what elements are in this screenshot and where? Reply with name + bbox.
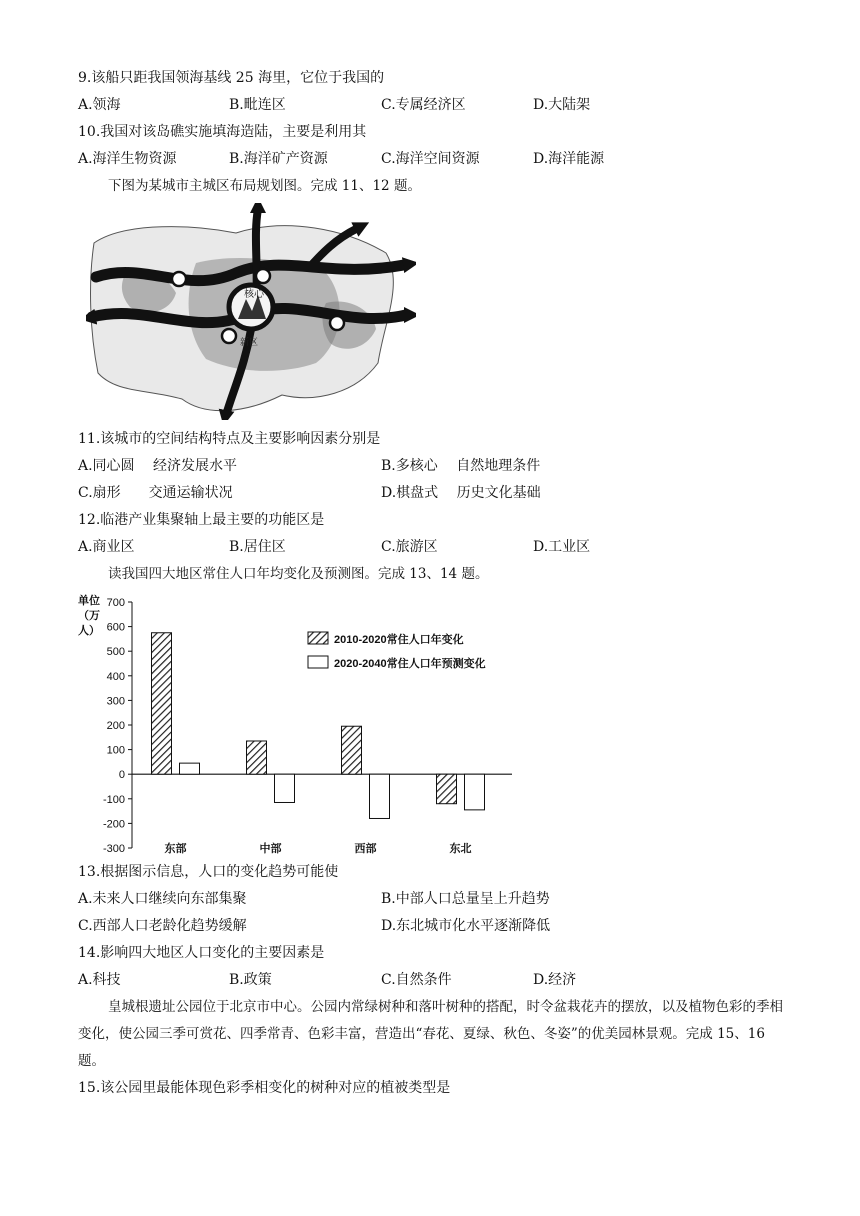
sub-center-south [222, 329, 236, 343]
x-category-label: 东北 [449, 843, 472, 855]
passage-q15-16: 皇城根遗址公园位于北京市中心。公园内常绿树种和落叶树种的搭配，时令盆栽花卉的摆放，以及植物色彩的季相变化，使公园三季可赏花、四季常青、色彩丰富，营造出“春花、夏绿、秋色、冬姿”的优美园林景观。完成 15、16 题。 [78, 999, 783, 1069]
y-axis-label-line: 单位 [78, 595, 100, 607]
q14-option-b[interactable]: B.政策 [229, 972, 272, 988]
q10-option-b[interactable]: B.海洋矿产资源 [229, 151, 328, 167]
intro-q13-14: 读我国四大地区常住人口年均变化及预测图。完成 13、14 题。 [108, 566, 489, 582]
population-change-chart [72, 590, 522, 860]
intro-q11-12: 下图为某城市主城区布局规划图。完成 11、12 题。 [108, 178, 421, 194]
bar-2010-2020 [152, 633, 172, 774]
q11-options-row2 [78, 483, 778, 503]
x-axis-categories [165, 841, 472, 855]
q13-stem: 13.根据图示信息，人口的变化趋势可能使 [78, 864, 339, 880]
q11-stem: 11.该城市的空间结构特点及主要影响因素分别是 [78, 431, 381, 447]
q13-option-b[interactable]: B.中部人口总量呈上升趋势 [381, 891, 550, 907]
y-tick-label: 0 [118, 769, 125, 782]
q12-option-d[interactable]: D.工业区 [533, 539, 591, 555]
q14-option-c[interactable]: C.自然条件 [381, 972, 452, 988]
q14-stem: 14.影响四大地区人口变化的主要因素是 [78, 945, 325, 961]
y-axis-label [78, 593, 100, 637]
y-tick-label: 100 [106, 744, 125, 757]
y-tick-label: -200 [102, 818, 125, 831]
sub-center-north [256, 269, 270, 283]
bar-2020-2040 [180, 763, 200, 774]
q10-stem: 10.我国对该岛礁实施填海造陆，主要是利用其 [78, 124, 367, 140]
q9-option-d[interactable]: D.大陆架 [533, 97, 591, 113]
q14-option-a[interactable]: A.科技 [78, 972, 121, 988]
y-tick-label: 500 [106, 646, 125, 659]
district-label: 新区 [240, 337, 259, 347]
q13-option-c[interactable]: C.西部人口老龄化趋势缓解 [78, 918, 247, 934]
q12-option-c[interactable]: C.旅游区 [381, 539, 438, 555]
q9-stem: 9.该船只距我国领海基线 25 海里，它位于我国的 [78, 70, 385, 86]
q11-option-b[interactable]: B.多核心 自然地理条件 [381, 458, 541, 474]
q11-option-d[interactable]: D.棋盘式 历史文化基础 [381, 485, 541, 501]
bar-2020-2040 [465, 774, 485, 810]
y-axis-label-line: （万 [78, 610, 100, 622]
q12-stem: 12.临港产业集聚轴上最主要的功能区是 [78, 512, 325, 528]
x-category-label: 中部 [259, 843, 282, 855]
q12-options [78, 537, 778, 557]
q13-option-d[interactable]: D.东北城市化水平逐渐降低 [381, 918, 551, 934]
y-tick-label: -300 [102, 843, 125, 855]
q14-option-d[interactable]: D.经济 [533, 972, 577, 988]
q12-option-b[interactable]: B.居住区 [229, 539, 286, 555]
sub-center-west [172, 272, 186, 286]
q10-options [78, 149, 778, 169]
core-label: 核心 [244, 289, 264, 300]
q9-option-b[interactable]: B.毗连区 [229, 97, 286, 113]
legend-label: 2020-2040常住人口年预测变化 [334, 658, 486, 670]
bar-2010-2020 [342, 726, 362, 774]
q9-options [78, 95, 778, 115]
legend [308, 632, 486, 670]
legend-swatch [308, 656, 328, 668]
x-category-label: 东部 [164, 843, 187, 855]
q13-options-row2 [78, 916, 778, 936]
q9-option-c[interactable]: C.专属经济区 [381, 97, 466, 113]
q13-options-row1 [78, 889, 778, 909]
x-category-label: 西部 [354, 843, 377, 855]
bar-2020-2040 [275, 774, 295, 802]
legend-label: 2010-2020常住人口年变化 [334, 634, 464, 646]
q9-option-a[interactable]: A.领海 [78, 97, 121, 113]
y-tick-label: 300 [106, 695, 125, 708]
q10-option-c[interactable]: C.海洋空间资源 [381, 151, 480, 167]
bar-2010-2020 [247, 741, 267, 774]
sub-center-east [330, 316, 344, 330]
q11-option-a[interactable]: A.同心圆 经济发展水平 [78, 458, 238, 474]
y-tick-label: 200 [106, 720, 125, 732]
y-axis-label-line: 人） [78, 625, 100, 637]
q13-option-a[interactable]: A.未来人口继续向东部集聚 [78, 891, 247, 907]
q15-stem: 15.该公园里最能体现色彩季相变化的树种对应的植被类型是 [78, 1080, 451, 1096]
q12-option-a[interactable]: A.商业区 [78, 539, 135, 555]
q10-option-a[interactable]: A.海洋生物资源 [78, 151, 177, 167]
y-tick-label: -100 [102, 793, 125, 806]
bar-2020-2040 [370, 774, 390, 818]
q11-option-c[interactable]: C.扇形 交通运输状况 [78, 485, 233, 501]
y-tick-label: 700 [106, 597, 125, 609]
bar-2010-2020 [437, 774, 457, 804]
q10-option-d[interactable]: D.海洋能源 [533, 151, 605, 167]
y-tick-label: 400 [106, 670, 125, 683]
city-layout-map [86, 203, 416, 420]
y-tick-label: 600 [106, 621, 125, 634]
q11-options-row1 [78, 456, 778, 476]
q14-options [78, 970, 778, 990]
legend-swatch [308, 632, 328, 644]
